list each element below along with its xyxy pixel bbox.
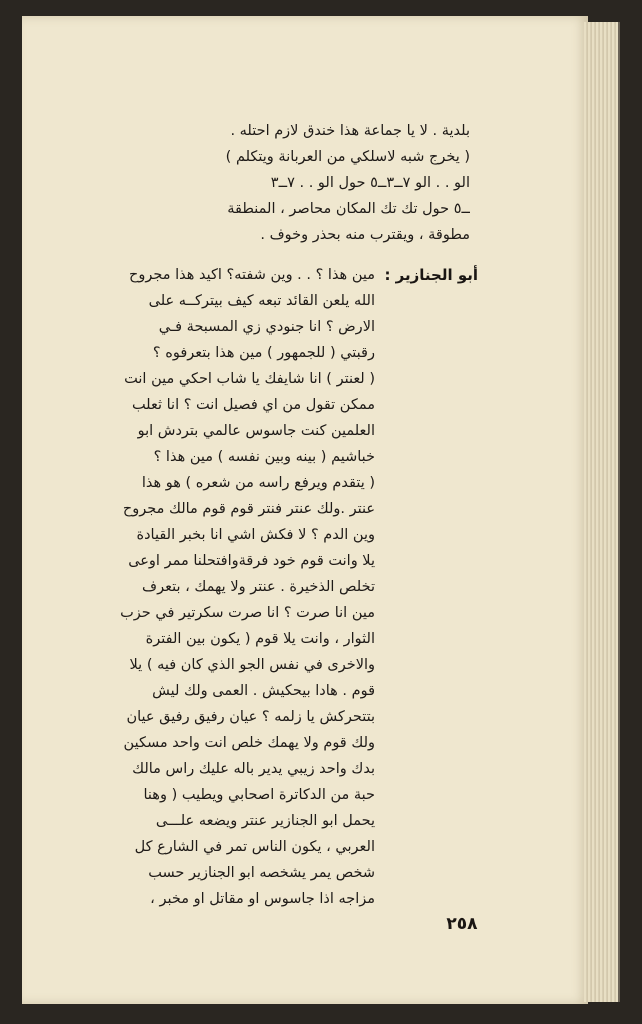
dialogue-line: الثوار ، وانت يلا قوم ( يكون بين الفترة <box>145 631 375 647</box>
dialogue-line: بدك واحد زيبي يدير باله عليك راس مالك <box>132 761 375 777</box>
dialogue-line: الله يلعن القائد تبعه كيف بيتركــه على <box>148 293 375 309</box>
dialogue-line: عنتر .ولك عنتر فنتر قوم قوم مالك مجروح <box>122 501 375 517</box>
dialogue-line: حبة من الدكاترة اصحابي ويطيب ( وهنا <box>143 787 375 803</box>
dialogue-line: والاخرى في نفس الجو الذي كان فيه ) يلا <box>129 657 375 673</box>
stage-direction-line: ( يخرج شبه لاسلكي من العربانة ويتكلم ) <box>225 149 470 165</box>
page-number: ٢٥٨ <box>446 914 478 934</box>
dialogue-line: ولك قوم ولا يهمك خلص انت واحد مسكين <box>123 735 375 751</box>
dialogue-line: خباشيم ( بينه وبين نفسه ) مين هذا ؟ <box>153 449 375 465</box>
stage-direction-line: ــ٥ حول تك تك المكان محاصر ، المنطقة <box>227 201 470 217</box>
dialogue-line: مين انا صرت ؟ انا صرت سكرتير في حزب <box>120 605 375 621</box>
dialogue <box>60 262 375 912</box>
dialogue-line: يحمل ابو الجنازير عنتر ويضعه علـــى <box>155 813 375 829</box>
stage-direction-line: الو . . الو ٧ــ٣ــ٥ حول الو . . ٧ــ٣ <box>270 175 470 191</box>
dialogue-line: مين هذا ؟ . . وين شفته؟ اكيد هذا مجروح <box>129 267 375 283</box>
dialogue-line: العلمين كنت جاسوس عالمي بتردش ابو <box>137 423 375 439</box>
stage-direction-line: بلدية . لا يا جماعة هذا خندق لازم احتله . <box>230 123 470 139</box>
page-edges <box>584 22 620 1002</box>
dialogue-line: العربي ، يكون الناس تمر في الشارع كل <box>134 839 375 855</box>
dialogue-line: وين الدم ؟ لا فكش اشي انا بخبر القيادة <box>136 527 375 543</box>
dialogue-line: ( لعنتر ) انا شايفك يا شاب احكي مين انت <box>124 371 375 387</box>
dialogue-line: قوم . هادا بيحكيش . العمى ولك ليش <box>152 683 375 699</box>
dialogue-line: مزاجه اذا جاسوس او مقاتل او مخبر ، <box>150 891 375 907</box>
dialogue-line: ممكن تقول من اي فصيل انت ؟ انا ثعلب <box>131 397 375 413</box>
dialogue-line: شخص يمر يشخصه ابو الجنازير حسب <box>148 865 375 881</box>
dialogue-line: بتتحركش يا زلمه ؟ عيان رفيق رفيق عيان <box>126 709 375 725</box>
dialogue-line: تخلص الذخيرة . عنتر ولا يهمك ، بتعرف <box>142 579 375 595</box>
stage-direction-line: مطوقة ، ويقترب منه بحذر وخوف . <box>260 227 470 243</box>
dialogue-line: يلا وانت قوم خود فرقةوافتحلنا ممر اوعى <box>128 553 375 569</box>
dialogue-line: رقبتي ( للجمهور ) مين هذا بتعرفوه ؟ <box>152 345 375 361</box>
speaker-name: أبو الجنازير : <box>384 266 478 284</box>
stage-direction <box>110 118 470 248</box>
dialogue-line: ( يتقدم ويرفع راسه من شعره ) هو هذا <box>141 475 375 491</box>
dialogue-line: الارض ؟ انا جنودي زي المسبحة فـي <box>158 319 375 335</box>
